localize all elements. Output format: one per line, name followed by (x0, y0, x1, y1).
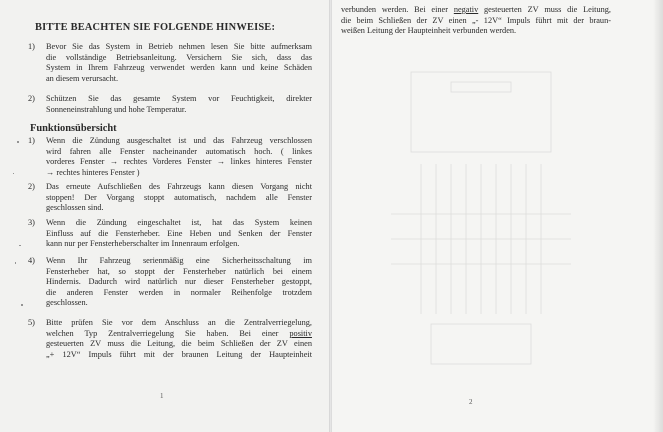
item-number: 1) (28, 136, 35, 145)
page-fold (329, 0, 332, 432)
page-edge-shadow (653, 0, 663, 432)
right-page-text (341, 5, 611, 37)
notes-heading: BITTE BEACHTEN SIE FOLGENDE HINWEISE: (35, 22, 276, 33)
page-number-right: 2 (469, 398, 473, 406)
item-line-text: welchen Typ Zentralverriegelung Sie haben. Bei einer (46, 328, 290, 338)
note-number: 1) (28, 42, 35, 51)
item-line: wird fahren alle Fenster nacheinander automatisch hoch. ( linkes (46, 146, 312, 156)
item-number: 5) (28, 318, 35, 327)
item-line: Wenn Ihr Fahrzeug serienmäßig eine Sicherheitsschaltung im (46, 256, 312, 265)
note-line: an diesem verursacht. (46, 73, 119, 83)
item-number: 4) (28, 256, 35, 265)
paragraph-text: verbunden werden. Bei einer (341, 5, 454, 14)
paragraph-line: die beim Schließen der ZV einen „- 12V“ Impuls führt mit der braun- (341, 15, 611, 25)
paragraph-line: weißen Leitung der Haupteinheit verbunden werden. (341, 26, 517, 36)
note-line: Bevor Sie das System in Betrieb nehmen lesen Sie bitte aufmerksam (46, 42, 312, 51)
underlined-positiv: positiv (289, 328, 312, 338)
item-line: Fensterheber hat, so stoppt der Fensterheber natürlich bei einem (46, 266, 312, 276)
note-line: die vollständige Betriebsanleitung. Versichern Sie sich, dass das (46, 52, 312, 62)
item-line: stoppen! Der Vorgang stoppt automatisch, nachdem alle Fenster (46, 192, 312, 202)
paragraph-line (341, 5, 611, 16)
item-line (46, 329, 312, 340)
item-number: 3) (28, 218, 35, 227)
scan-speck (21, 304, 23, 306)
item-line: die anderen Fenster werden in normaler Reihenfolge trotzdem (46, 287, 312, 297)
underlined-negativ: negativ (453, 5, 479, 14)
function-overview-heading: Funktionsübersicht (30, 123, 117, 134)
item-line: Wenn die Zündung ausgeschaltet ist und das Fahrzeug verschlossen (46, 136, 312, 145)
item-line: Das erneute Aufschließen des Fahrzeugs kann diesen Vorgang nicht (46, 182, 312, 191)
item-line: kann nur per Fensterheberschalter im Innenraum erfolgen. (46, 239, 240, 249)
scan-speck (13, 173, 14, 174)
item-line: Hindernis. Dadurch wird natürlich nur dieser Fensterheber gestoppt, (46, 277, 312, 287)
left-page (0, 0, 331, 432)
item-line: Wenn die Zündung eingeschaltet ist, hat das System keinen (46, 218, 312, 227)
right-page (331, 0, 663, 432)
note-line: System in Ihrem Fahrzeug verwendet werden kann und keine Schäden (46, 63, 312, 73)
item-line: Einfluss auf die Fensterheber. Eine Heben und Senken der Fenster (46, 228, 312, 238)
item-line: „+ 12V“ Impuls führt mit der braunen Leitung der Haupteinheit (46, 349, 312, 359)
note-line: Sonneneinstrahlung und hohe Temperatur. (46, 104, 187, 114)
scan-speck (19, 245, 21, 246)
page-number-left: 1 (160, 392, 164, 400)
item-line: geschlossen. (46, 298, 88, 308)
paragraph-text: gesteuerten ZV muss die Leitung, (478, 5, 611, 14)
scan-speck (17, 141, 19, 143)
item-number: 2) (28, 182, 35, 191)
scan-speck (15, 262, 16, 264)
item-line: vorderes Fenster → rechtes Vorderes Fenster → linkes hinteres Fenster (46, 157, 312, 167)
item-line: geschlossen sind. (46, 203, 104, 213)
item-line: gesteuerten ZV muss die Leitung, die beim Schließen der ZV einen (46, 339, 312, 349)
item-line: → rechtes hinteres Fenster ) (46, 167, 140, 177)
note-number: 2) (28, 94, 35, 103)
item-line: Bitte prüfen Sie vor dem Anschluss an die Zentralverriegelung, (46, 318, 312, 327)
note-line: Schützen Sie das gesamte System vor Feuchtigkeit, direkter (46, 94, 312, 103)
